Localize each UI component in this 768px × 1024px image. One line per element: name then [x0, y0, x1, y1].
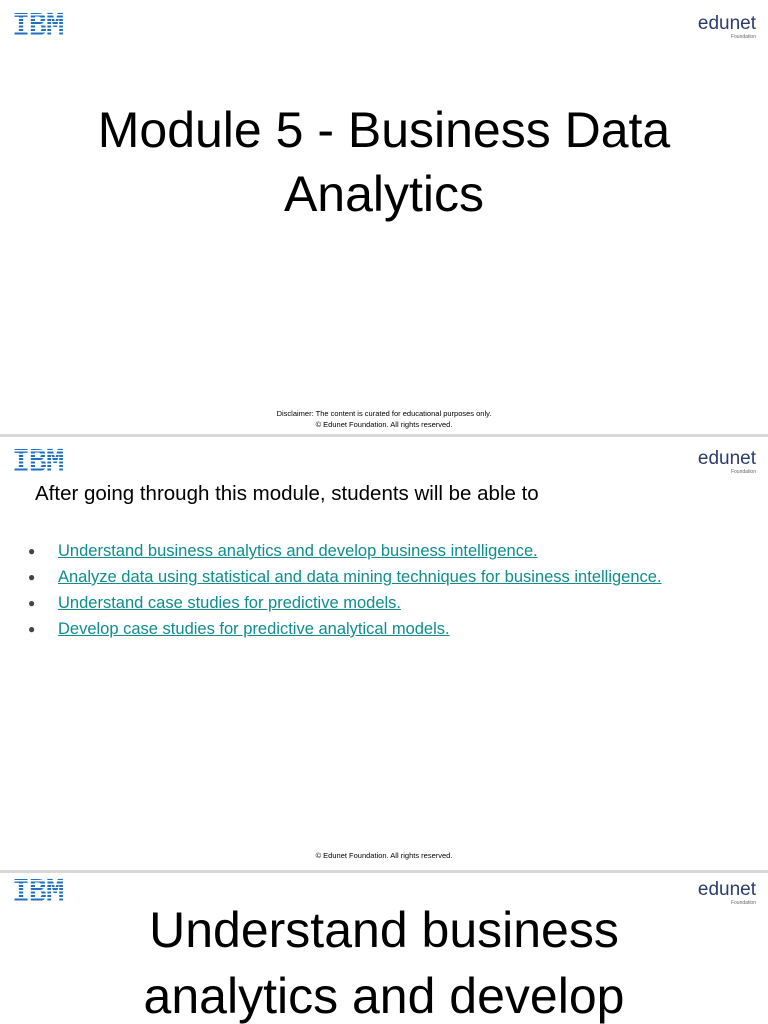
bullet-icon: ● [28, 544, 36, 558]
module-title [0, 98, 768, 226]
slide-objectives [0, 438, 768, 870]
copyright-footer: © Edunet Foundation. All rights reserved. [315, 851, 453, 860]
section-title [0, 897, 768, 1024]
module-title-line-2: Analytics [283, 166, 485, 222]
edunet-logo-subtext: Foundation [730, 469, 756, 475]
bullet-icon: ● [28, 622, 36, 636]
bullet-icon: ● [28, 596, 36, 610]
section-title-line-1: Understand business [149, 902, 619, 958]
ibm-logo: IBM [12, 874, 64, 909]
section-title-line-2: analytics and develop [143, 968, 625, 1024]
edunet-logo [698, 14, 756, 40]
list-item [28, 616, 688, 642]
edunet-logo [698, 449, 756, 475]
disclaimer [0, 408, 768, 430]
slide-title [0, 0, 768, 434]
ibm-logo: IBM [12, 8, 64, 43]
list-item [28, 538, 688, 564]
objective-link-1[interactable]: Understand business analytics and develop business intelligence. [58, 542, 538, 560]
disclaimer-line-1: Disclaimer: The content is curated for educational purposes only. [276, 409, 492, 418]
objective-link-4[interactable]: Develop case studies for predictive analytical models. [58, 620, 450, 638]
module-title-line-1: Module 5 - Business Data [97, 102, 671, 158]
disclaimer-line-2: © Edunet Foundation. All rights reserved. [315, 420, 453, 429]
edunet-logo-text: edunet [697, 448, 756, 469]
edunet-logo-subtext: Foundation [730, 34, 756, 40]
objectives-list [28, 538, 688, 642]
objective-link-2[interactable]: Analyze data using statistical and data mining techniques for business intelligence. [58, 568, 662, 586]
edunet-logo-subtext: Foundation [730, 900, 756, 906]
slide-section-title [0, 873, 768, 1024]
list-item [28, 590, 688, 616]
ibm-logo: IBM [12, 444, 64, 479]
bullet-icon: ● [28, 570, 36, 584]
edunet-logo-text: edunet [697, 13, 756, 34]
objective-link-3[interactable]: Understand case studies for predictive models. [58, 594, 402, 612]
edunet-logo-text: edunet [697, 879, 756, 900]
objectives-intro: After going through this module, students will be able to [35, 482, 539, 505]
slide-divider [0, 434, 768, 437]
list-item [28, 564, 688, 590]
